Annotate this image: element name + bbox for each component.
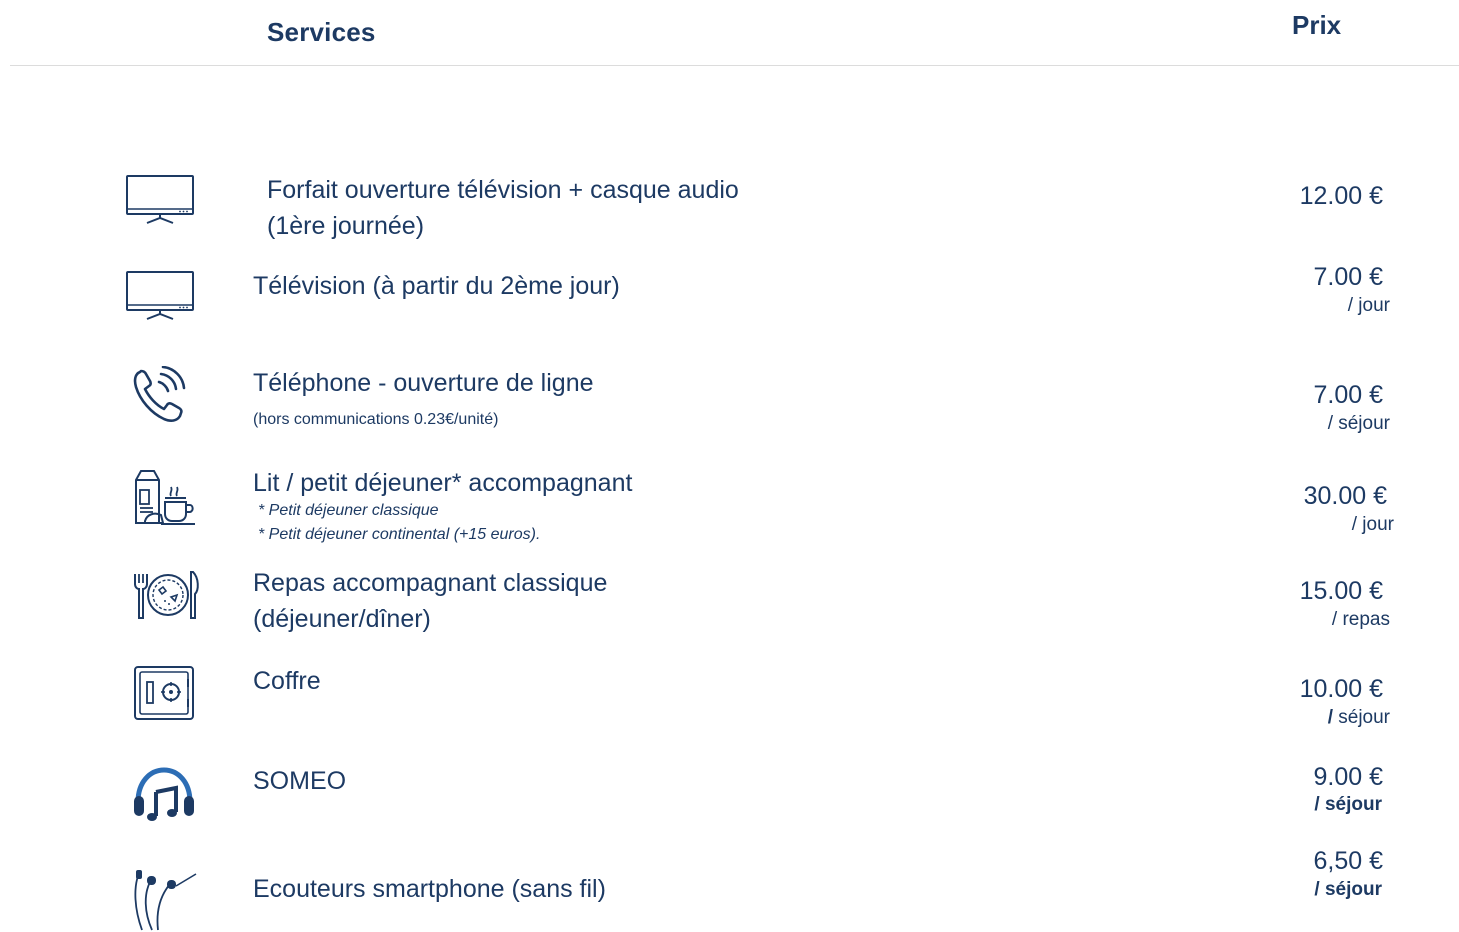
phone-icon	[131, 366, 187, 426]
service-price: 30.00 €	[1303, 482, 1387, 510]
safe-icon	[133, 665, 195, 721]
service-price: 6,50 €	[1313, 847, 1383, 875]
service-label: Lit / petit déjeuner* accompagnant	[253, 469, 633, 497]
unit-slash: /	[1327, 707, 1333, 728]
service-price: 7.00 €	[1313, 263, 1383, 291]
service-label: Télévision (à partir du 2ème jour)	[253, 272, 620, 300]
service-price: 9.00 €	[1313, 763, 1383, 791]
unit-text: séjour	[1338, 707, 1390, 728]
service-price-unit: / séjour	[1314, 794, 1382, 815]
service-price-unit: / jour	[1351, 514, 1394, 535]
service-price-unit: / jour	[1347, 295, 1390, 316]
service-row-television	[0, 263, 1459, 346]
service-label: Repas accompagnant classique	[253, 569, 608, 597]
service-label: Coffre	[253, 667, 321, 695]
service-price: 7.00 €	[1313, 381, 1383, 409]
service-label-line2: (déjeuner/dîner)	[253, 605, 431, 633]
service-row-meal	[0, 564, 1459, 650]
service-label: SOMEO	[253, 767, 347, 795]
service-price-unit: / séjour	[1327, 413, 1390, 434]
service-price: 12.00 €	[1299, 182, 1383, 210]
service-price-unit	[1328, 707, 1390, 729]
breakfast-icon	[133, 468, 197, 526]
television-icon	[125, 270, 195, 322]
header-divider	[10, 65, 1459, 66]
service-row-tv-package	[0, 170, 1459, 250]
earphones-icon	[130, 868, 200, 932]
meal-plate-icon	[133, 570, 201, 622]
service-row-breakfast	[0, 464, 1459, 550]
service-row-telephone	[0, 364, 1459, 444]
television-icon	[125, 174, 195, 226]
service-row-someo	[0, 760, 1459, 840]
service-price-unit: / repas	[1331, 609, 1390, 630]
service-label-line2: (1ère journée)	[267, 212, 425, 240]
service-price: 15.00 €	[1299, 577, 1383, 605]
service-price: 10.00 €	[1299, 675, 1383, 703]
service-label: Ecouteurs smartphone (sans fil)	[253, 875, 606, 903]
service-label: Téléphone - ouverture de ligne	[253, 369, 594, 397]
service-note: * Petit déjeuner continental (+15 euros).	[258, 526, 541, 543]
headphones-music-icon	[132, 764, 196, 824]
service-note: * Petit déjeuner classique	[258, 502, 439, 519]
service-row-safe	[0, 662, 1459, 742]
header-services-label: Services	[267, 17, 376, 47]
service-row-earphones	[0, 846, 1459, 932]
header-price-label: Prix	[1292, 10, 1342, 40]
service-label: Forfait ouverture télévision + casque audio	[267, 176, 739, 204]
service-price-unit: / séjour	[1314, 879, 1382, 900]
service-sublabel: (hors communications 0.23€/unité)	[253, 411, 499, 428]
